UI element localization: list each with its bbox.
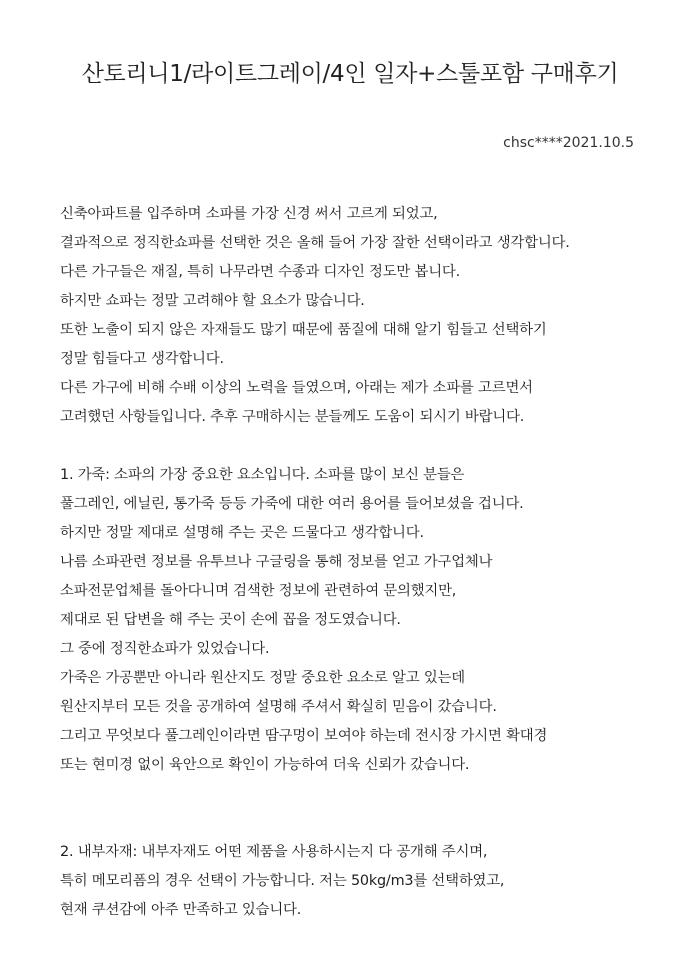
- paragraph-spacer: [60, 780, 690, 838]
- text-line: 또는 현미경 없이 육안으로 확인이 가능하여 더욱 신뢰가 갔습니다.: [60, 757, 470, 773]
- paragraph-spacer: [60, 432, 690, 461]
- text-line: 가죽은 가공뿐만 아니라 원산지도 정말 중요한 요소로 알고 있는데: [60, 670, 465, 686]
- text-line: 신축아파트를 입주하며 소파를 가장 신경 써서 고르게 되었고,: [60, 206, 438, 222]
- text-line: 하지만 쇼파는 정말 고려해야 할 요소가 많습니다.: [60, 293, 365, 309]
- text-line: 하지만 정말 제대로 설명해 주는 곳은 드물다고 생각합니다.: [60, 525, 424, 541]
- text-line: 1. 가죽: 소파의 가장 중요한 요소입니다. 소파를 많이 보신 분들은: [60, 467, 465, 483]
- text-line: 또한 노출이 되지 않은 자재들도 많기 때문에 품질에 대해 알기 힘들고 선택하기: [60, 322, 547, 338]
- text-line: 나름 소파관련 정보를 유투브나 구글링을 통해 정보를 얻고 가구업체나: [60, 554, 493, 570]
- text-line: 그리고 무엇보다 풀그레인이라면 땀구멍이 보여야 하는데 전시장 가시면 확대경: [60, 728, 548, 744]
- text-line: 그 중에 정직한쇼파가 있었습니다.: [60, 641, 270, 657]
- intro-paragraph: [60, 200, 690, 432]
- review-author: chsc****: [503, 135, 563, 151]
- text-line: 정말 힘들다고 생각합니다.: [60, 351, 224, 367]
- text-line: 다른 가구에 비해 수배 이상의 노력을 들였으며, 아래는 제가 소파를 고르면서: [60, 380, 533, 396]
- text-line: 제대로 된 답변을 해 주는 곳이 손에 꼽을 정도였습니다.: [60, 612, 401, 628]
- text-line: 결과적으로 정직한쇼파를 선택한 것은 올해 들어 가장 잘한 선택이라고 생각합니다.: [60, 235, 570, 251]
- section-leather: [60, 461, 690, 780]
- text-line: 다른 가구들은 재질, 특히 나무라면 수종과 디자인 정도만 봅니다.: [60, 264, 460, 280]
- review-body: [60, 200, 690, 925]
- text-line: 특히 메모리폼의 경우 선택이 가능합니다. 저는 50kg/m3를 선택하였고,: [60, 873, 505, 889]
- section-interior-materials: [60, 838, 690, 925]
- text-line: 소파전문업체를 돌아다니며 검색한 정보에 관련하여 문의했지만,: [60, 583, 457, 599]
- text-line: 풀그레인, 에닐린, 통가죽 등등 가죽에 대한 여러 용어를 들어보셨을 겁니다.: [60, 496, 524, 512]
- review-meta: [503, 133, 634, 153]
- text-line: 2. 내부자재: 내부자재도 어떤 제품을 사용하시는지 다 공개해 주시며,: [60, 844, 488, 860]
- text-line: 고려했던 사항들입니다. 추후 구매하시는 분들께도 도움이 되시기 바랍니다.: [60, 409, 525, 425]
- text-line: 원산지부터 모든 것을 공개하여 설명해 주셔서 확실히 믿음이 갔습니다.: [60, 699, 497, 715]
- text-line: 현재 쿠션감에 아주 만족하고 있습니다.: [60, 902, 302, 918]
- review-date: 2021.10.5: [562, 135, 634, 151]
- review-title: 산토리니1/라이트그레이/4인 일자+스툴포함 구매후기: [81, 61, 619, 87]
